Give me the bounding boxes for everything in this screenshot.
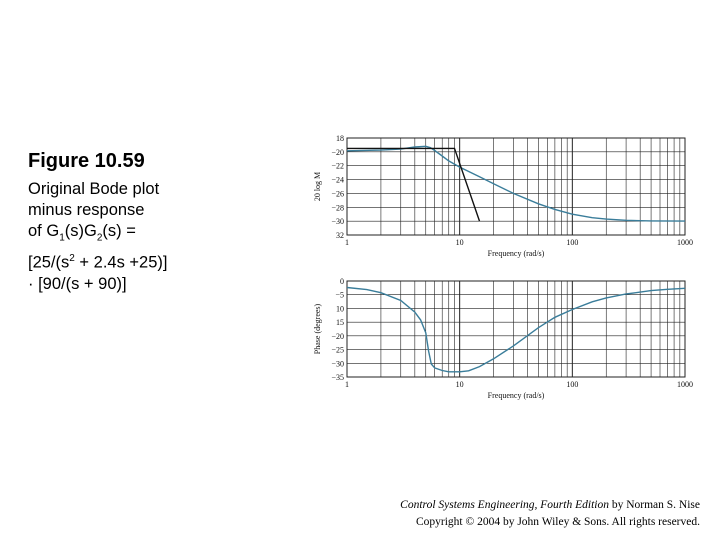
phase-ytick-label: −20 [331, 331, 344, 341]
magnitude-ytick-label: −30 [331, 217, 344, 227]
phase-ytick-label: 0 [340, 277, 344, 286]
phase-ytick-label: −5 [335, 290, 344, 300]
credit-line-1 [400, 497, 700, 514]
phase-ytick-label: 15 [336, 318, 344, 328]
phase-ytick-label: −35 [331, 373, 344, 382]
phase-xlabel: Frequency (rad/s) [487, 391, 545, 400]
phase-ylabel: Phase (degrees) [313, 303, 322, 355]
magnitude-ytick-label: 32 [336, 231, 344, 240]
figure-title: Figure 10.59 [28, 150, 145, 172]
phase-xtick-label: 1000 [677, 380, 693, 389]
phase-xtick-label: 100 [566, 380, 579, 389]
caption-line-3: of $G_1(s)G_2(s)$ = [28, 222, 136, 244]
book-title: Control Systems Engineering, Fourth Edition [400, 499, 609, 511]
book-author: by Norman S. Nise [608, 499, 700, 511]
phase-xtick-label: 10 [455, 380, 464, 389]
magnitude-ytick-label: −22 [331, 161, 344, 171]
magnitude-ytick-label: −26 [331, 189, 344, 199]
magnitude-ytick-label: −28 [331, 203, 344, 213]
phase-plot-frame [347, 281, 685, 377]
magnitude-ytick-label: −20 [331, 147, 344, 157]
caption-line-2: minus response [28, 201, 145, 219]
caption-line-4: $[25/(s^2 + 2.4s +25)]$ [28, 253, 168, 272]
magnitude-xtick-label: 100 [566, 238, 579, 247]
phase-ytick-label: −25 [331, 345, 344, 355]
caption-line-1: Original Bode plot [28, 180, 160, 198]
phase-xtick-label: 1 [345, 380, 349, 389]
phase-response-curve [347, 288, 685, 372]
magnitude-xlabel: Frequency (rad/s) [487, 249, 545, 258]
magnitude-ytick-label: −24 [331, 175, 344, 185]
magnitude-ytick-label: 18 [336, 134, 344, 143]
phase-ytick-label: 10 [336, 304, 344, 314]
magnitude-xtick-label: 10 [455, 238, 464, 247]
caption-line-5: · [90/(s + 90)] [28, 274, 127, 293]
copyright-line: Copyright © 2004 by John Wiley & Sons. All rights reserved. [415, 516, 700, 528]
magnitude-xtick-label: 1000 [677, 238, 693, 247]
credit-footer [400, 497, 700, 531]
magnitude-response-curve [347, 146, 685, 221]
magnitude-xtick-label: 1 [345, 238, 349, 247]
phase-ytick-label: −30 [331, 359, 344, 369]
magnitude-ylabel: 20 log M [313, 171, 322, 202]
